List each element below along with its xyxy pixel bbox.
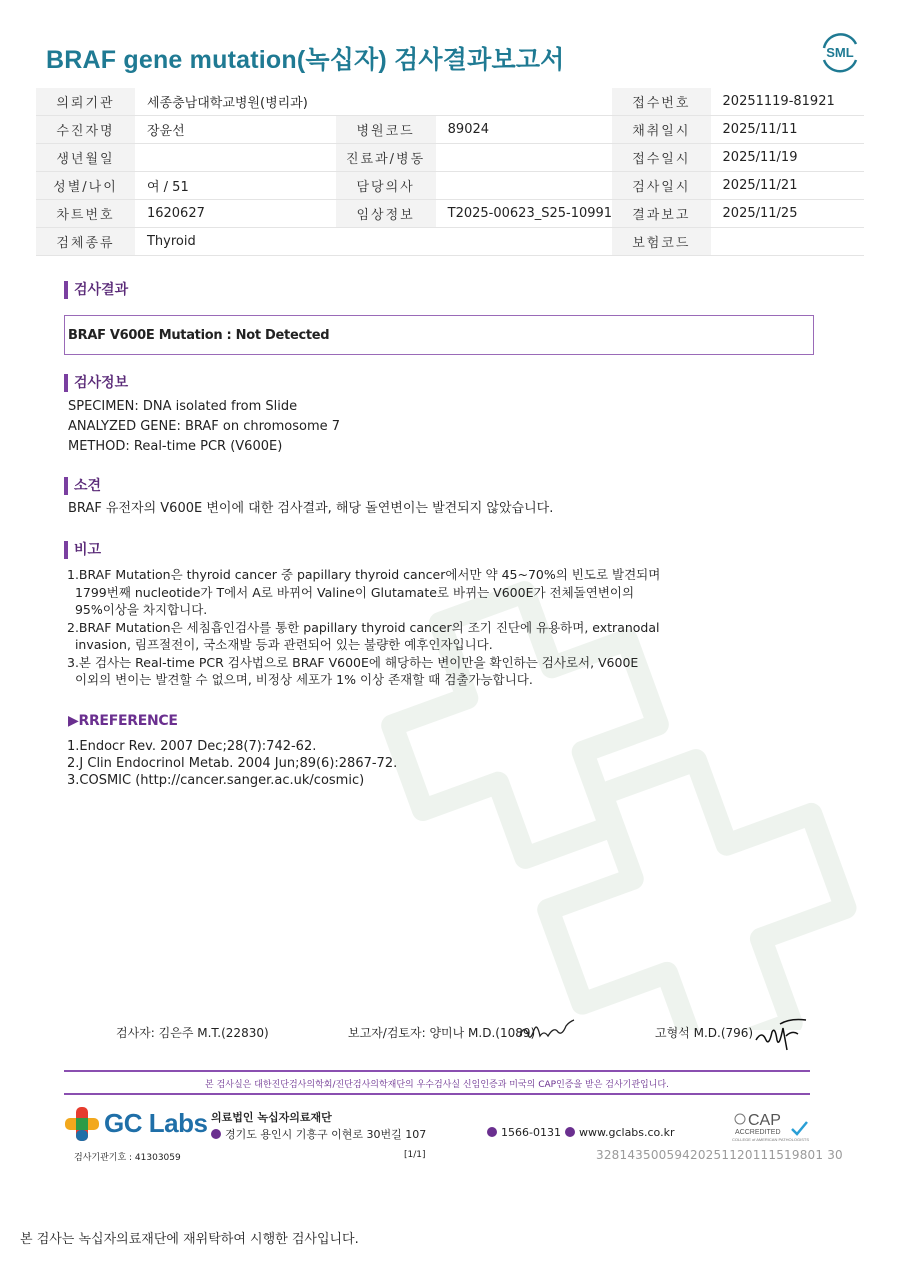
remarks-line: 1799번째 nucleotide가 T에서 A로 바뀌어 Valine이 Glutamate로 바뀌는 V600E가 전체돌연변이의: [67, 584, 635, 600]
remarks-line: 1.BRAF Mutation은 thyroid cancer 중 papillary thyroid cancer에서만 약 45~70%의 빈도로 발견되며: [67, 567, 661, 582]
remarks-line: invasion, 림프절전이, 국소재발 등과 관련되어 있는 불량한 예후인자입니다.: [67, 637, 493, 652]
tester-signature: 검사자: 김은주 M.T.(22830): [116, 1026, 269, 1040]
reporter-signature: 보고자/검토자: 양미나 M.D.(1089): [348, 1026, 536, 1040]
sml-logo-icon: [818, 30, 862, 74]
doctor-handwritten-signature-icon: [752, 1014, 810, 1054]
info-value: [436, 172, 612, 200]
cap-logo-text: CAP: [748, 1112, 781, 1129]
info-row: [36, 144, 864, 172]
info-label: 병원코드: [336, 116, 436, 144]
result-box: [64, 315, 814, 355]
info-label: 검사일시: [612, 172, 710, 200]
info-label: 접수일시: [612, 144, 710, 172]
reference-item: 3.COSMIC (http://cancer.sanger.ac.uk/cosmic): [67, 773, 365, 788]
info-label: 채취일시: [612, 116, 710, 144]
info-value: [436, 228, 612, 256]
location-pin-icon: [211, 1129, 221, 1139]
info-label: 결과보고: [612, 200, 710, 228]
info-row: [36, 200, 864, 228]
info-value: 2025/11/21: [711, 172, 864, 200]
info-label: [336, 88, 436, 116]
info-value: T2025-00623_S25-10991: [436, 200, 612, 228]
info-value: Thyroid: [135, 228, 336, 256]
website-url: www.gclabs.co.kr: [579, 1126, 675, 1139]
info-label: 진료과/병동: [336, 144, 436, 172]
info-value: [711, 228, 864, 256]
doctor-signature: 고형석 M.D.(796): [655, 1026, 754, 1040]
reference-item: 1.Endocr Rev. 2007 Dec;28(7):742-62.: [67, 739, 317, 754]
reference-list: [67, 738, 397, 789]
info-label: 임상정보: [336, 200, 436, 228]
certification-line: 본 검사실은 대한진단검사의학회/진단검사의학재단의 우수검사실 신임인증과 미국의 CAP인증을 받은 검사기관입니다.: [205, 1080, 669, 1090]
website: [565, 1126, 675, 1139]
gc-labs-wordmark: GC Labs: [104, 1108, 208, 1138]
opinion-text: BRAF 유전자의 V600E 변이에 대한 검사결과, 해당 돌연변이는 발견되지 않았습니다.: [68, 501, 554, 516]
cap-college-text: COLLEGE of AMERICAN PATHOLOGISTS: [732, 1137, 809, 1142]
phone-icon: [487, 1127, 497, 1137]
info-label: 접수번호: [612, 88, 710, 116]
info-value: [135, 144, 336, 172]
info-value: 세종충남대학교병원(병리과): [135, 88, 336, 116]
info-value: 89024: [436, 116, 612, 144]
info-label: 성별/나이: [36, 172, 135, 200]
phone-number: 1566-0131: [501, 1126, 561, 1139]
info-label: [336, 228, 436, 256]
test-info-line: METHOD: Real-time PCR (V600E): [68, 439, 283, 454]
gc-labs-cross-logo-icon: [64, 1106, 100, 1142]
remarks-list: [67, 566, 660, 689]
home-icon: [565, 1127, 575, 1137]
info-value: 1620627: [135, 200, 336, 228]
remarks-section-title: 비고: [64, 541, 101, 559]
reference-title: ▶RREFERENCE: [68, 713, 178, 729]
reference-item: 2.J Clin Endocrinol Metab. 2004 Jun;89(6):2867-72.: [67, 756, 398, 771]
address: [211, 1126, 426, 1142]
reporter-handwritten-signature-icon: [516, 1018, 580, 1046]
footer-divider-bottom: [64, 1093, 810, 1095]
remarks-line: 2.BRAF Mutation은 세침흡인검사를 통한 papillary thyroid cancer의 조기 진단에 유용하며, extranodal: [67, 619, 660, 635]
footer-divider-top: [64, 1070, 810, 1072]
patient-info-table: [36, 88, 864, 256]
info-value: [436, 144, 612, 172]
remarks-line: 95%이상을 차지합니다.: [67, 602, 208, 617]
cap-accredited-text: ACCREDITED: [735, 1129, 781, 1136]
info-label: 차트번호: [36, 200, 135, 228]
barcode-number: 32814350059420251120111519801 30: [596, 1148, 843, 1162]
info-value: 20251119-81921: [711, 88, 864, 116]
report-title: BRAF gene mutation(녹십자) 검사결과보고서: [46, 46, 565, 74]
info-label: 보험코드: [612, 228, 710, 256]
remarks-line: 3.본 검사는 Real-time PCR 검사법으로 BRAF V600E에 해당하는 변이만을 확인하는 검사로서, V600E: [67, 654, 639, 670]
info-value: 2025/11/25: [711, 200, 864, 228]
test-info-section-title: 검사정보: [64, 374, 128, 392]
result-text: BRAF V600E Mutation : Not Detected: [68, 328, 330, 343]
info-value: 장윤선: [135, 116, 336, 144]
info-value: 2025/11/11: [711, 116, 864, 144]
opinion-section-title: 소견: [64, 477, 101, 495]
result-section-title: 검사결과: [64, 281, 128, 299]
address-text: 경기도 용인시 기흥구 이현로 30번길 107: [225, 1128, 427, 1141]
test-info-line: ANALYZED GENE: BRAF on chromosome 7: [68, 419, 341, 434]
info-row: [36, 116, 864, 144]
info-value: 2025/11/19: [711, 144, 864, 172]
info-label: 생년월일: [36, 144, 135, 172]
logo-text: SML: [826, 45, 854, 60]
info-row: [36, 88, 864, 116]
info-label: 수진자명: [36, 116, 135, 144]
info-value: 여 / 51: [135, 172, 336, 200]
cap-accredited-logo-icon: [732, 1110, 812, 1144]
phone: [487, 1126, 561, 1139]
info-label: 의뢰기관: [36, 88, 135, 116]
page-number: [1/1]: [404, 1150, 426, 1160]
test-info-line: SPECIMEN: DNA isolated from Slide: [68, 399, 298, 414]
info-label: 담당의사: [336, 172, 436, 200]
info-value: [436, 88, 612, 116]
info-row: [36, 228, 864, 256]
institution-number: 검사기관기호 : 41303059: [74, 1153, 181, 1163]
foundation-name: 의료법인 녹십자의료재단: [211, 1111, 332, 1124]
test-info-list: [68, 397, 340, 457]
footnote: 본 검사는 녹십자의료재단에 재위탁하여 시행한 검사입니다.: [20, 1232, 359, 1247]
info-row: [36, 172, 864, 200]
remarks-line: 이외의 변이는 발견할 수 없으며, 비정상 세포가 1% 이상 존재할 때 검출가능합니다.: [67, 672, 533, 687]
info-label: 검체종류: [36, 228, 135, 256]
